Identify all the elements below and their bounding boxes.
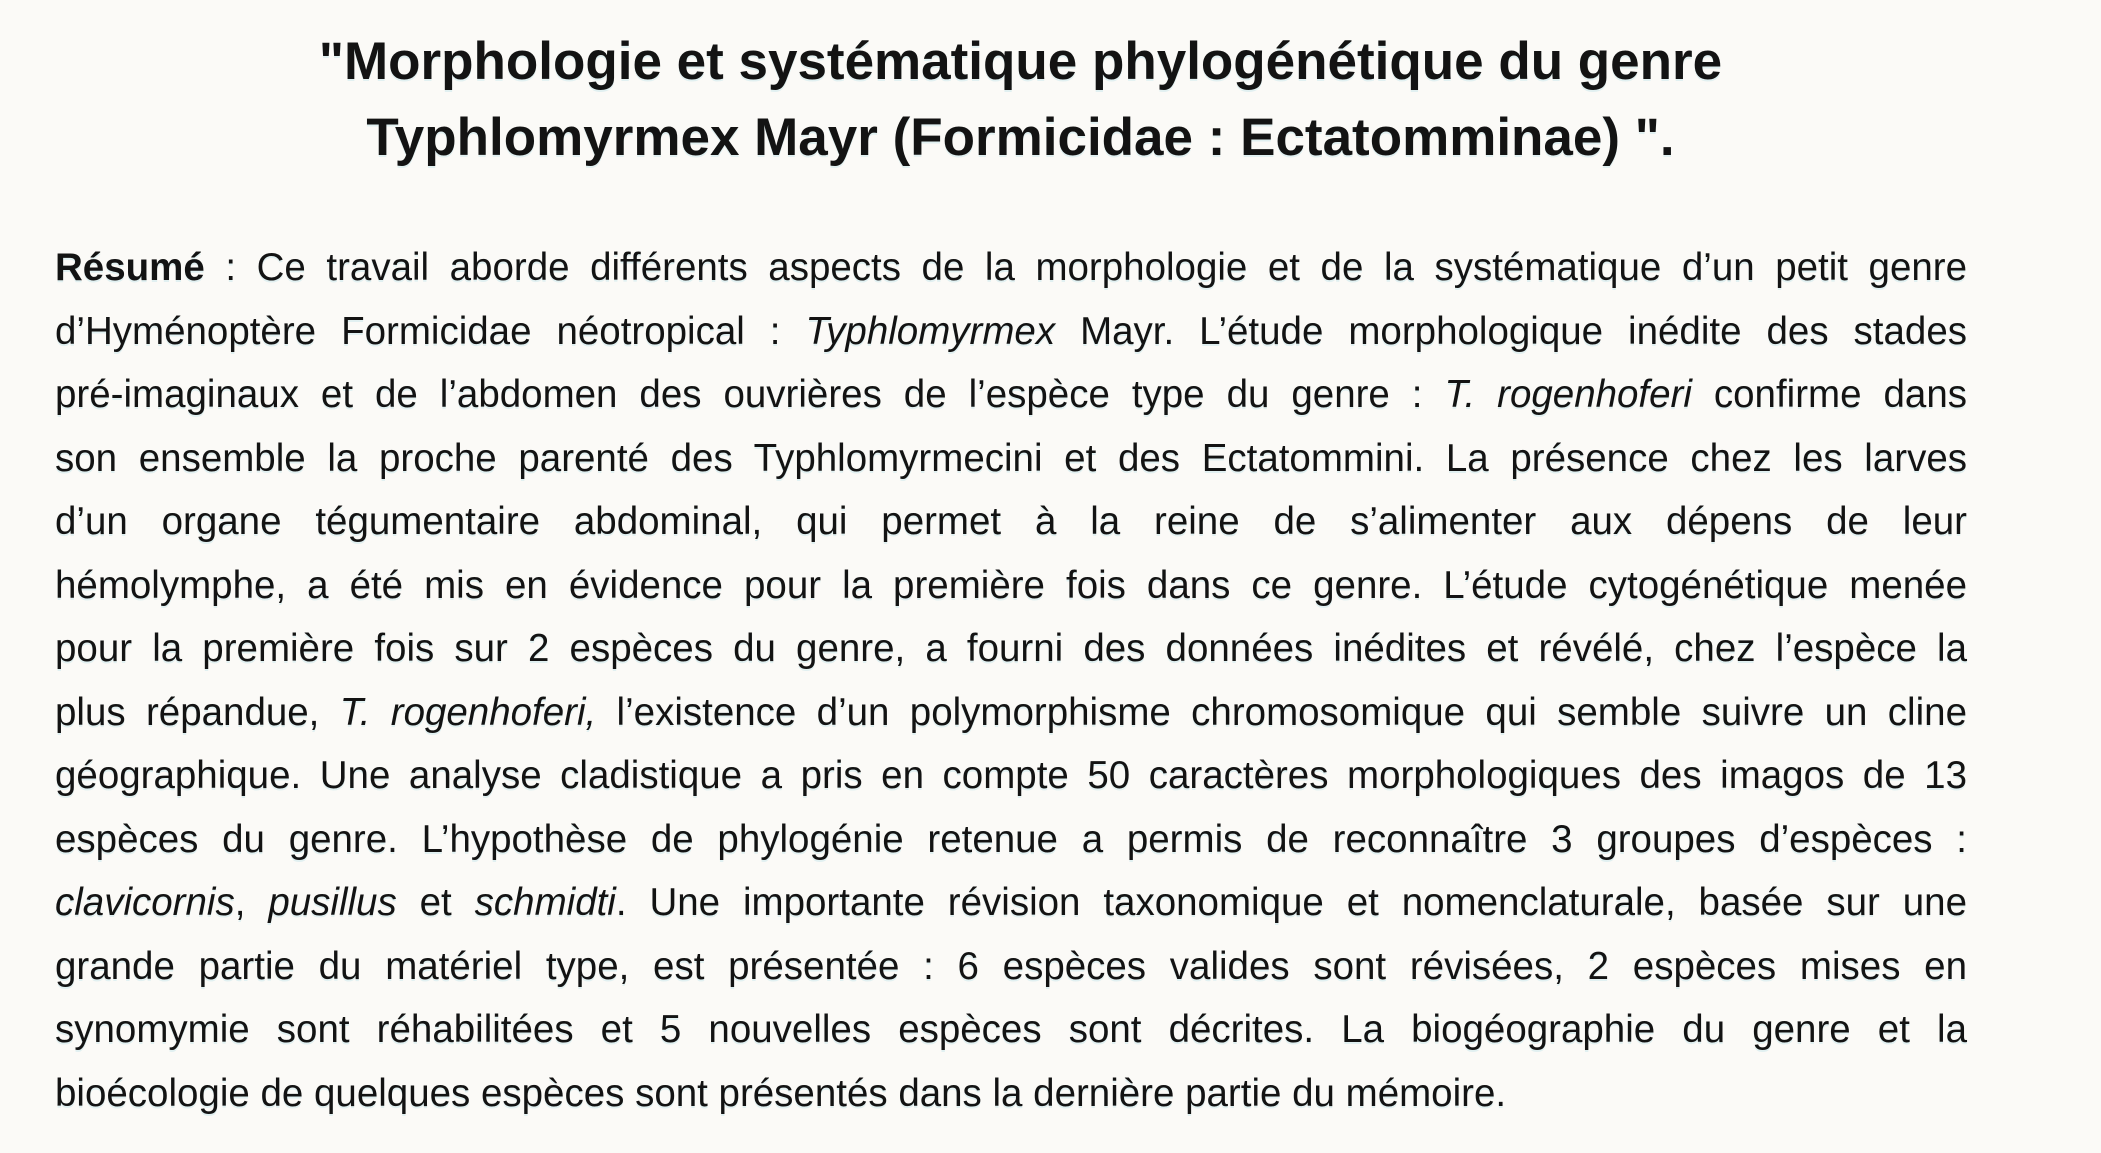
abstract-line xyxy=(55,363,1967,427)
text-segment: hémolymphe, a été mis en évidence pour la première fois dans ce genre. L’étude cytogénétique menée xyxy=(55,563,1967,607)
abstract-line xyxy=(55,427,1967,491)
abstract-line xyxy=(55,490,1967,554)
text-segment: . Une importante révision taxonomique et nomenclaturale, basée sur une xyxy=(615,881,1967,924)
text-segment: géographique. Une analyse cladistique a pris en compte 50 caractères morphologiques des imagos de 13 xyxy=(55,754,1967,797)
text-segment: Typhlomyrmex xyxy=(805,309,1056,353)
text-segment: confirme dans xyxy=(1691,373,1967,416)
text-segment: pusillus xyxy=(268,881,397,924)
text-segment: bioécologie de quelques espèces sont présentés dans la dernière partie du mémoire. xyxy=(55,1071,1507,1115)
abstract-line xyxy=(55,744,1967,808)
text-segment: synomymie sont réhabilitées et 5 nouvelles espèces sont décrites. La biogéographie du genre et la xyxy=(55,1008,1967,1051)
document-title-line-1: "Morphologie et systématique phylogénétique du genre xyxy=(318,32,1723,91)
abstract-line xyxy=(55,554,1967,618)
document-title-line-2: Typhlomyrmex Mayr (Formicidae : Ectatomminae) ". xyxy=(366,108,1675,167)
abstract-label: Résumé xyxy=(55,246,205,289)
text-segment: T. rogenhoferi, xyxy=(339,690,597,734)
abstract-line xyxy=(55,617,1967,681)
text-segment: grande partie du matériel type, est présentée : 6 espèces valides sont révisées, 2 espèces mises en xyxy=(55,944,1967,988)
abstract-line xyxy=(55,300,1967,364)
abstract-line xyxy=(55,871,1967,935)
abstract-paragraph xyxy=(55,236,1967,1125)
text-segment: schmidti xyxy=(474,881,616,924)
text-segment: son ensemble la proche parenté des Typhlomyrmecini et des Ectatommini. La présence chez les larves xyxy=(55,436,1967,480)
abstract-line xyxy=(55,998,1967,1062)
text-segment: et xyxy=(396,881,475,924)
abstract-line xyxy=(55,935,1967,999)
document-title xyxy=(60,0,1981,176)
text-segment: , xyxy=(234,881,269,924)
text-segment: clavicornis xyxy=(55,881,235,924)
text-segment: d’Hyménoptère Formicidae néotropical : xyxy=(55,309,806,353)
text-segment: l’existence d’un polymorphisme chromosomique qui semble suivre un cline xyxy=(596,690,1967,734)
text-segment: d’un organe tégumentaire abdominal, qui permet à la reine de s’alimenter aux dépens de leur xyxy=(55,500,1967,543)
abstract-line xyxy=(55,1062,1967,1126)
text-segment: T. rogenhoferi xyxy=(1444,373,1692,416)
text-segment: pré-imaginaux et de l’abdomen des ouvrières de l’espèce type du genre : xyxy=(55,373,1445,416)
text-segment: : Ce travail aborde différents aspects de la morphologie et de la systématique d’un petit genre xyxy=(204,246,1967,289)
text-segment: espèces du genre. L’hypothèse de phylogénie retenue a permis de reconnaître 3 groupes d’espèces : xyxy=(55,817,1967,861)
abstract-line xyxy=(55,808,1967,872)
text-segment: pour la première fois sur 2 espèces du genre, a fourni des données inédites et révélé, chez l’espèce la xyxy=(55,627,1967,670)
text-segment: plus répandue, xyxy=(55,690,340,734)
abstract-line xyxy=(55,236,1967,300)
text-segment: Mayr. L’étude morphologique inédite des stades xyxy=(1055,309,1967,353)
abstract-line xyxy=(55,681,1967,745)
